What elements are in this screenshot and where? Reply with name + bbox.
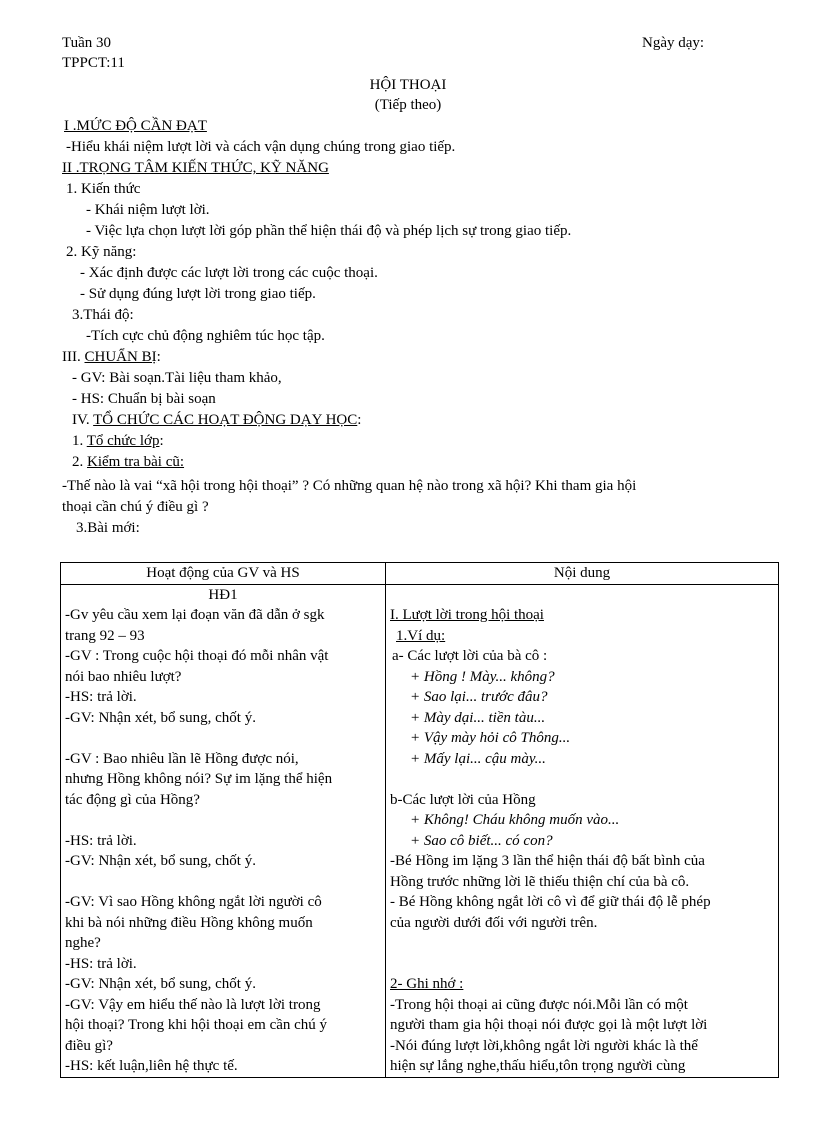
activity-line: -GV: Nhận xét, bổ sung, chốt ý. <box>65 853 256 869</box>
content-line: người tham gia hội thoại nói được gọi là một lượt lời <box>390 1017 708 1033</box>
activity-line: -GV: Vì sao Hồng không ngắt lời người cô <box>65 894 322 910</box>
section4-heading: IV. TỔ CHỨC CÁC HOẠT ĐỘNG DẠY HỌC: <box>72 412 362 428</box>
content-heading: I. Lượt lời trong hội thoại <box>390 607 544 623</box>
content-cell <box>386 584 779 1077</box>
activity-line <box>65 810 381 831</box>
knowledge-item-1: - Khái niệm lượt lời. <box>86 202 210 218</box>
table-header-row <box>61 563 779 585</box>
activity-line: HĐ1 <box>208 586 238 603</box>
activity-line: trang 92 – 93 <box>65 627 145 644</box>
quote-line: + Hồng ! Mày... không? <box>410 668 555 685</box>
column-header-content: Nội dung <box>386 563 779 585</box>
activity-line: tác động gì của Hồng? <box>65 791 200 808</box>
activities-cell <box>61 584 386 1077</box>
quote-line: + Mày dại... tiền tàu... <box>410 709 546 726</box>
activity-line: điều gì? <box>65 1037 113 1054</box>
section1-line: -Hiểu khái niệm lượt lời và cách vận dụng chúng trong giao tiếp. <box>66 139 456 155</box>
quote-line: + Sao lại... trước đâu? <box>410 689 548 705</box>
section3-heading: III. CHUẨN BỊ: <box>62 349 161 365</box>
step-2: 2. Kiểm tra bài cũ: <box>72 454 185 470</box>
content-line: -Bé Hồng im lặng 3 lần thể hiện thái độ bất bình của <box>390 853 705 869</box>
activity-line <box>65 872 381 893</box>
review-question-line-2: thoại cần chú ý điều gì ? <box>62 499 209 515</box>
section1-heading: I .MỨC ĐỘ CẦN ĐẠT <box>64 118 207 134</box>
page-title: HỘI THOẠI <box>369 77 447 93</box>
activity-line: -HS: trả lời. <box>65 832 137 849</box>
activity-line: -Gv yêu cầu xem lại đoạn văn đã dẫn ở sgk <box>65 607 325 623</box>
content-line: - Bé Hồng không ngắt lời cô vì để giữ thái độ lễ phép <box>390 894 711 910</box>
activity-line: -HS: trả lời. <box>65 955 137 972</box>
skills-item-2: - Sử dụng đúng lượt lời trong giao tiếp. <box>80 286 316 302</box>
content-line: a- Các lượt lời của bà cô : <box>392 648 548 664</box>
activity-line: nói bao nhiêu lượt? <box>65 668 182 685</box>
lesson-number: TPPCT:11 <box>62 55 125 71</box>
prep-hs: - HS: Chuẩn bị bài soạn <box>72 391 216 407</box>
activity-line: -GV: Vậy em hiểu thế nào là lượt lời trong <box>65 996 321 1013</box>
activity-line: hội thoại? Trong khi hội thoại em cần chú ý <box>65 1017 328 1033</box>
column-header-activities: Hoạt động của GV và HS <box>61 563 386 585</box>
activity-line: nhưng Hồng không nói? Sự im lặng thể hiện <box>65 771 333 787</box>
activity-line: -GV: Nhận xét, bổ sung, chốt ý. <box>65 976 256 992</box>
attitude-item-1: -Tích cực chủ động nghiêm túc học tập. <box>86 328 325 344</box>
content-line: Hồng trước những lời lẽ thiếu thiện chí của bà cô. <box>390 873 690 890</box>
quote-line: + Mấy lại... cậu mày... <box>410 750 546 767</box>
activity-line: -HS: kết luận,liên hệ thực tế. <box>65 1058 238 1074</box>
step-1: 1. Tổ chức lớp: <box>72 433 164 449</box>
attitude-title: 3.Thái độ: <box>72 307 134 323</box>
quote-line: + Không! Cháu không muốn vào... <box>410 812 620 828</box>
content-line: -Nói đúng lượt lời,không ngắt lời người khác là thể <box>390 1037 698 1054</box>
section2-heading: II .TRỌNG TÂM KIẾN THỨC, KỸ NĂNG <box>62 160 329 176</box>
content-line: b-Các lượt lời của Hồng <box>390 791 536 808</box>
content-line: hiện sự lắng nghe,thấu hiểu,tôn trọng người cùng <box>390 1058 686 1074</box>
activity-line: -GV: Nhận xét, bổ sung, chốt ý. <box>65 709 256 726</box>
teach-date-label: Ngày dạy: <box>642 35 705 51</box>
quote-line: + Vậy mày hỏi cô Thông... <box>410 730 571 746</box>
lesson-table <box>60 562 779 1078</box>
content-line: -Trong hội thoại ai cũng được nói.Mỗi lần có một <box>390 996 688 1013</box>
quote-line: + Sao cô biết... có con? <box>410 832 553 849</box>
page-subtitle: (Tiếp theo) <box>374 97 442 113</box>
week-label: Tuần 30 <box>62 35 112 51</box>
knowledge-title: 1. Kiến thức <box>66 181 141 197</box>
knowledge-item-2: - Việc lựa chọn lượt lời góp phần thể hiện thái độ và phép lịch sự trong giao tiếp. <box>86 223 572 239</box>
skills-title: 2. Kỹ năng: <box>66 244 137 260</box>
activity-line: -GV : Bao nhiêu lần lẽ Hồng được nói, <box>65 750 299 767</box>
content-line: của người dưới đối với người trên. <box>390 914 598 931</box>
memo-heading: 2- Ghi nhớ : <box>390 976 464 992</box>
table-row <box>61 584 779 1077</box>
step-3: 3.Bài mới: <box>76 520 140 536</box>
skills-item-1: - Xác định được các lượt lời trong các cuộc thoại. <box>80 265 378 281</box>
prep-gv: - GV: Bài soạn.Tài liệu tham khảo, <box>72 370 282 386</box>
activity-line: -GV : Trong cuộc hội thoại đó mỗi nhân vật <box>65 648 329 664</box>
activity-line: khi bà nói những điều Hồng không muốn <box>65 914 313 931</box>
activity-line: nghe? <box>65 935 101 951</box>
example-heading: 1.Ví dụ: <box>396 627 446 644</box>
review-question-line-1: -Thế nào là vai “xã hội trong hội thoại” ? Có những quan hệ nào trong xã hội? Khi tham gia hội <box>62 478 637 494</box>
activity-line <box>65 728 381 749</box>
activity-line: -HS: trả lời. <box>65 689 137 705</box>
